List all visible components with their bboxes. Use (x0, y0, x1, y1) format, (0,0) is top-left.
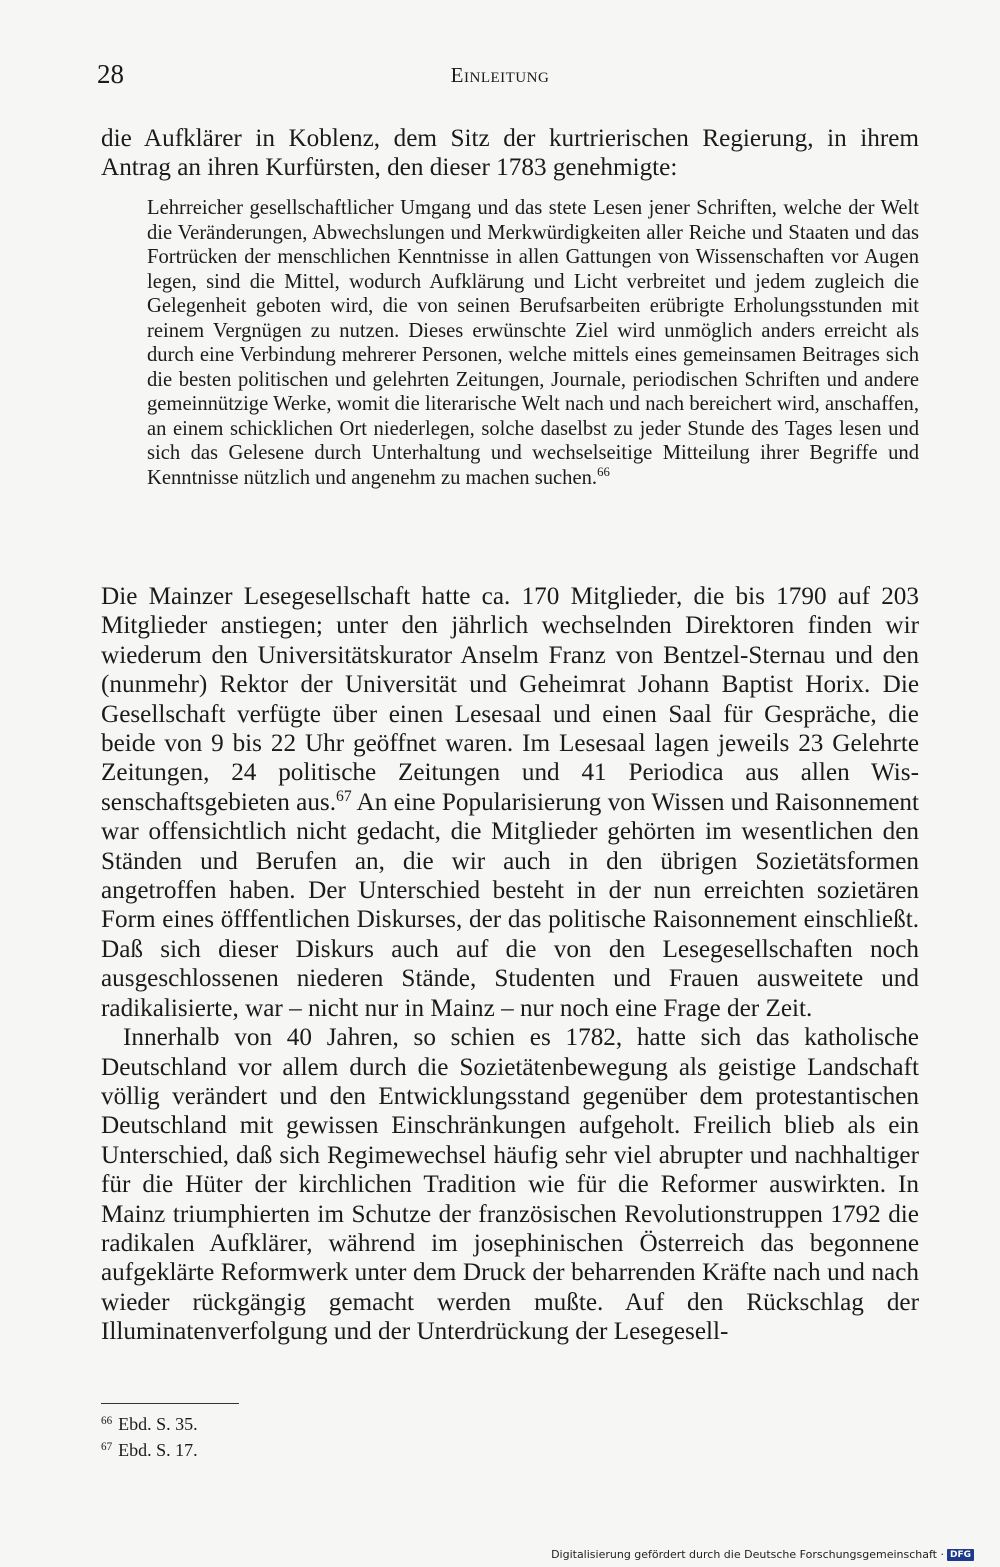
body-paragraph-1-part-2: An eine Popularisierung von Wissen und Raisonnement war offensichtlich nicht gedacht, die Mitglieder gehörten im wesentlichen den Ständen und Berufen an, die wir auch in den übrigen Sozietätsformen angetroffen haben. Der Unterschied besteht in der nun erreichten sozietären Form eines öfffentlichen Diskurses, der das politische Raisonnement einschließt. Daß sich dieser Diskurs auch auf die von den Lesegesellschaften noch ausgeschlossenen niederen Stände, Studenten und Frauen ausweitete und radikalisierte, war – nicht nur in Mainz – nur noch eine Frage der Zeit. (101, 788, 919, 1022)
block-quote (147, 196, 919, 490)
body-text (101, 582, 919, 1347)
footnote-text: Ebd. S. 35. (118, 1414, 198, 1434)
footnote-number: 67 (101, 1441, 113, 1454)
intro-paragraph (101, 124, 919, 183)
digitization-credit (551, 1548, 974, 1562)
intro-text: die Aufklärer in Koblenz, dem Sitz der kurtrierischen Regierung, in ihrem Antrag an ihren Kurfürsten, den dieser 1783 genehmigte: (101, 125, 919, 182)
dfg-logo-icon: DFG (947, 1549, 974, 1561)
quote-text: Lehrreicher gesellschaftlicher Umgang und das stete Lesen jener Schriften, welche der Welt die Veränderungen, Abwechslungen und Merkwürdigkeiten aller Reiche und Staaten und das Fortrücken der menschlichen Kenntnisse in allen Gattungen von Wissenschaften vor Augen legen, sind die Mittel, wodurch Aufklärung und Licht verbreitet und jedem zugleich die Gelegenheit geboten wird, die von seinen Berufsarbeiten erübrigte Erholungsstunden mit reinem Vergnügen zu nutzen. Dieses erwünschte Ziel wird unmöglich anders erreicht als durch eine Verbindung mehrerer Personen, welche mittels eines gemeinsamen Beitrages sich die besten politischen und gelehrten Zeitungen, Journale, periodischen Schriften und andere gemeinnützige Werke, womit die literarische Welt nach und nach bereichert wird, anschaffen, an einem schicklichen Ort niederlegen, solche daselbst zu jeder Stunde des Tages lesen und sich das Gelesene durch Unterhaltung und wechselseitige Mitteilung ihrer Begriffe und Kenntnisse nützlich und angenehm zu machen suchen. (147, 197, 919, 489)
quote-paragraph (147, 196, 919, 490)
body-paragraph-2: Innerhalb von 40 Jahren, so schien es 1782, hatte sich das katholische Deutschland vor allem durch die Sozietätenbewegung als geistige Landschaft völlig verändert und den Entwicklungsstand gegenüber dem protestantischen Deutschland mit gewissen Einschränkungen aufgeholt. Freilich blieb als ein Unterschied, daß sich Regimewechsel häufig sehr viel abrupter und nachhaltiger für die Hüter der kirchlichen Tradition wie für die Reformer auswirkten. In Mainz triumphierten im Schutze der französischen Revolutionstruppen 1792 die radikalen Aufklärer, während im josephinischen Österreich das begonnene aufgeklärte Reformwerk unter dem Druck der beharrenden Kräfte nach und nach wieder rückgängig gemacht werden mußte. Auf den Rückschlag der Illuminatenverfolgung und der Unterdrückung der Lesegesell- (101, 1024, 919, 1346)
footnote-number: 66 (101, 1415, 113, 1428)
body-paragraph-1 (101, 582, 919, 1023)
credit-text: Digitalisierung gefördert durch die Deutsche Forschungsgemeinschaft · (551, 1548, 944, 1561)
body-paragraph-1-part-1: Die Mainzer Lesegesellschaft hatte ca. 170 Mitglieder, die bis 1790 auf 203 Mitglieder anstiegen; unter den jährlich wechselnden Direktoren finden wir wiederum den Universitätskurator Anselm Franz von Bentzel-Sternau und den (nunmehr) Rektor der Universität und Geheimrat Johann Baptist Horix. Die Gesellschaft verfügte über einen Lesesaal und einen Saal für Gespräche, die beide von 9 bis 22 Uhr geöffnet waren. Im Lesesaal lagen jeweils 23 Gelehrte Zeitungen, 24 politische Zeitungen und 41 Periodica aus allen Wissenschaftsgebieten aus. (101, 583, 919, 816)
page-number: 28 (97, 59, 124, 89)
footnote-ref-67[interactable]: 67 (336, 788, 352, 806)
footnote-67 (101, 1439, 501, 1465)
footnotes (101, 1413, 501, 1465)
running-head-title: Einleitung (450, 63, 550, 87)
footnote-divider (101, 1403, 239, 1404)
footnote-66 (101, 1413, 501, 1439)
footnote-text: Ebd. S. 17. (118, 1440, 198, 1460)
footnote-ref-66[interactable]: 66 (597, 465, 610, 480)
